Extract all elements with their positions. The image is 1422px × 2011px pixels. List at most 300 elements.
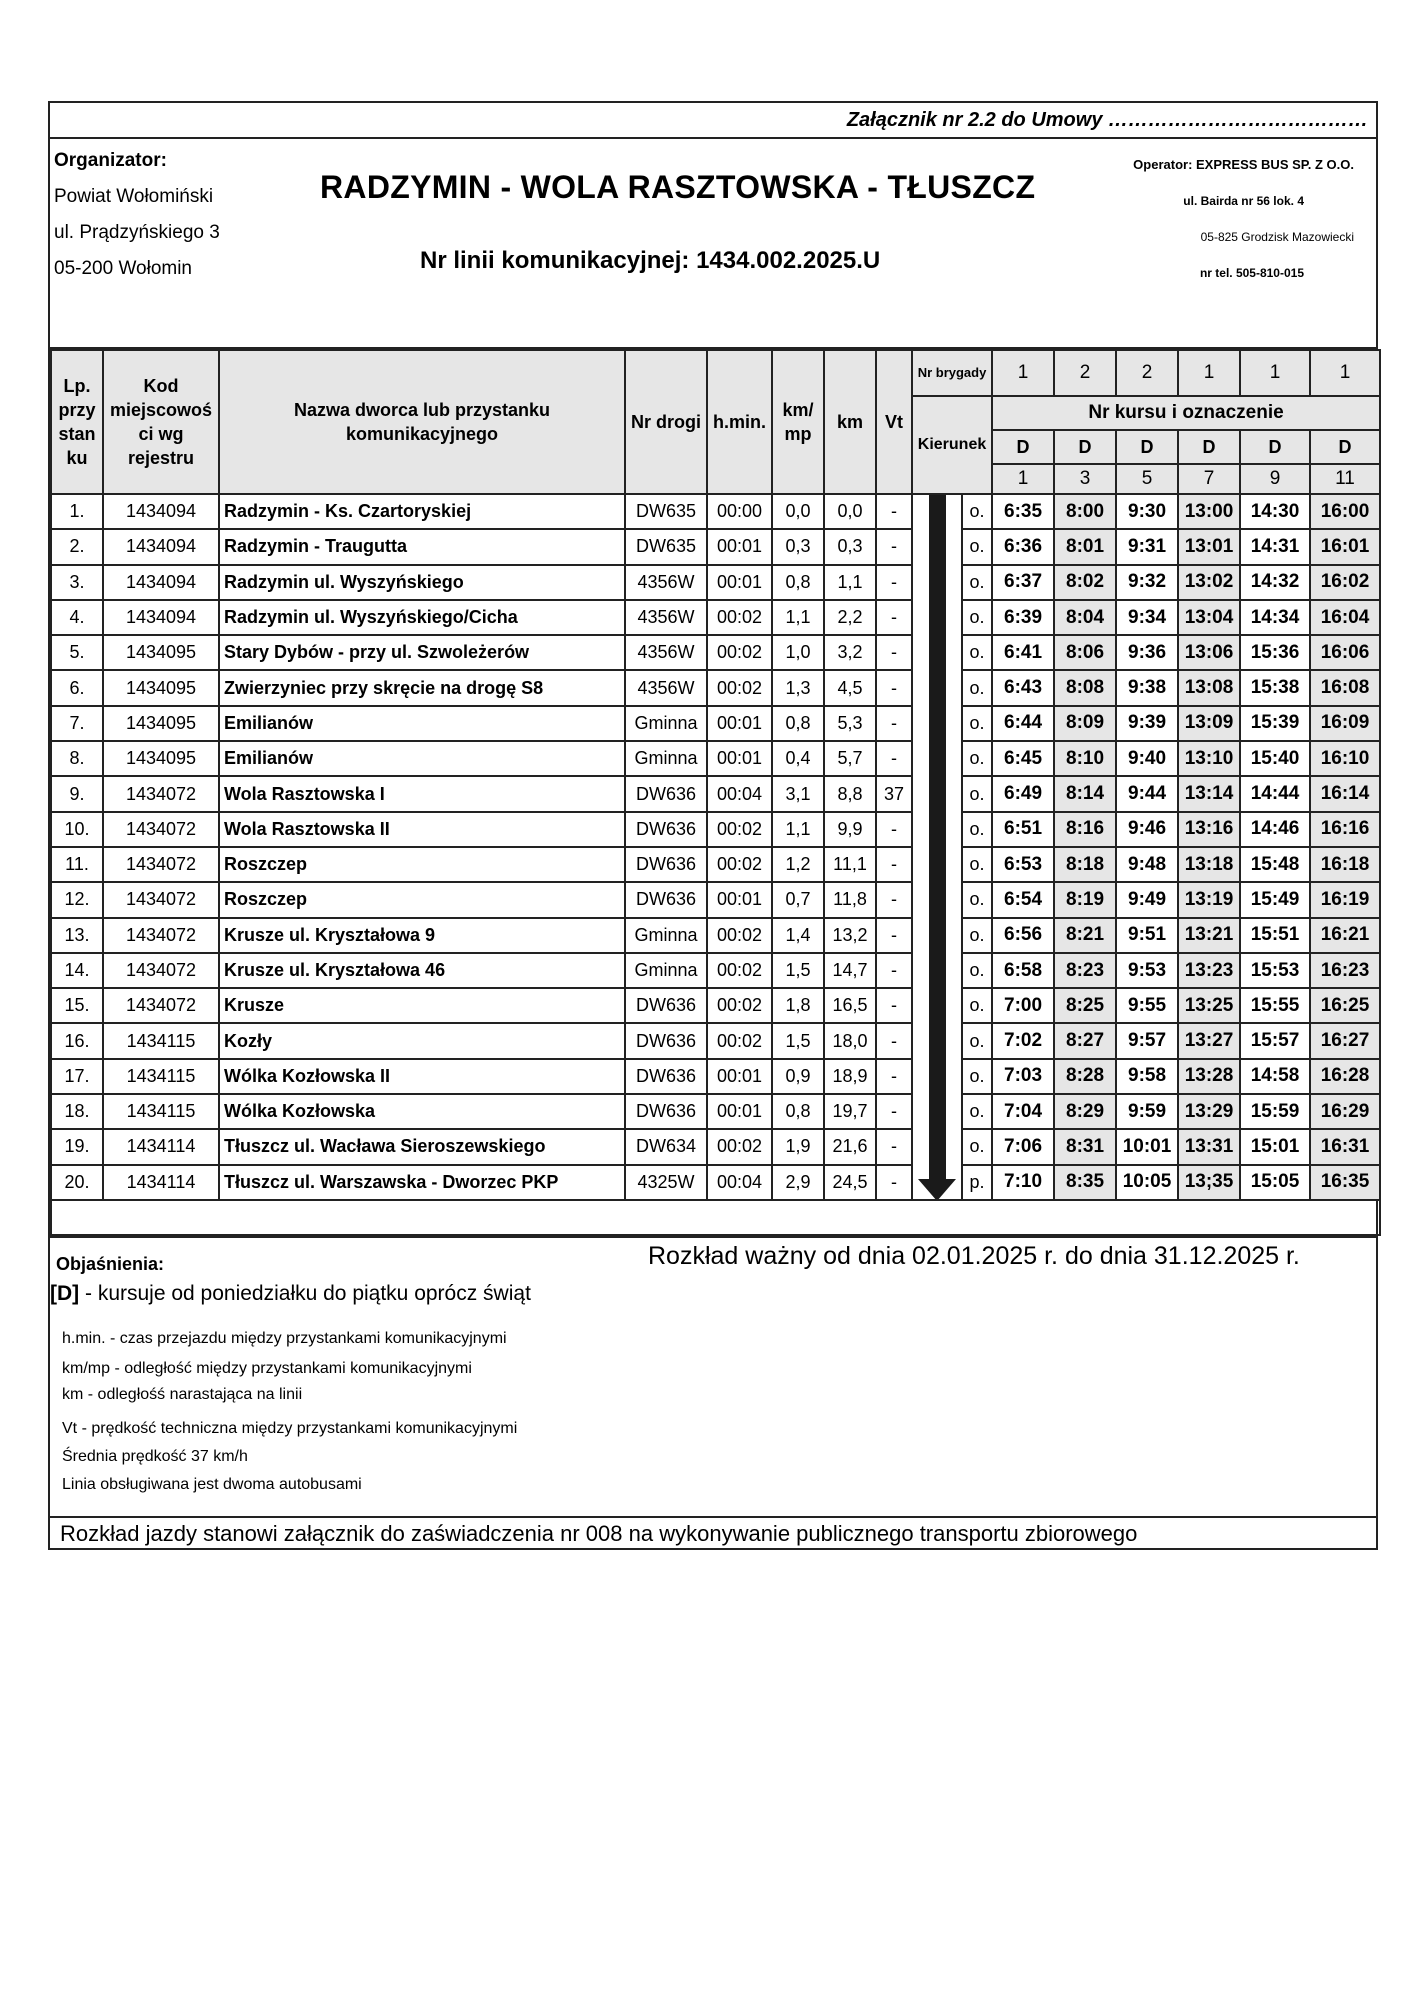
technical-speed: - [876, 494, 912, 529]
stop-name: Radzymin - Ks. Czartoryskiej [219, 494, 625, 529]
course-mark: D [1054, 430, 1116, 464]
stop-name: Emilianów [219, 706, 625, 741]
departure-time: 8:08 [1054, 670, 1116, 705]
stop-lp: 10. [51, 812, 103, 847]
stop-code: 1434114 [103, 1129, 219, 1164]
stop-code: 1434095 [103, 635, 219, 670]
departure-time: 6:41 [992, 635, 1054, 670]
departure-time: 9:44 [1116, 776, 1178, 811]
table-row [51, 776, 1380, 811]
departure-time: 16:14 [1310, 776, 1380, 811]
segment-distance: 3,1 [772, 776, 824, 811]
spacer-cell [51, 1200, 1380, 1235]
technical-speed: - [876, 600, 912, 635]
departure-time: 16:25 [1310, 988, 1380, 1023]
road-number: 4325W [625, 1165, 707, 1200]
d-mark: [D] [50, 1282, 80, 1305]
travel-time: 00:02 [707, 1023, 772, 1058]
cumulative-distance: 11,1 [824, 847, 876, 882]
travel-time: 00:02 [707, 812, 772, 847]
departure-time: 9:49 [1116, 882, 1178, 917]
departure-time: 6:39 [992, 600, 1054, 635]
travel-time: 00:02 [707, 670, 772, 705]
technical-speed: - [876, 1129, 912, 1164]
departure-time: 8:00 [1054, 494, 1116, 529]
road-number: Gminna [625, 741, 707, 776]
operator-block [1133, 147, 1354, 291]
stop-code: 1434094 [103, 565, 219, 600]
stop-name: Stary Dybów - przy ul. Szwoleżerów [219, 635, 625, 670]
departure-time: 6:36 [992, 529, 1054, 564]
travel-time: 00:04 [707, 776, 772, 811]
table-body [51, 494, 1380, 1235]
departure-time: 6:53 [992, 847, 1054, 882]
segment-distance: 1,3 [772, 670, 824, 705]
segment-distance: 1,8 [772, 988, 824, 1023]
departure-time: 6:45 [992, 741, 1054, 776]
direction-mark: o. [962, 776, 992, 811]
note-line: h.min. - czas przejazdu między przystankami komunikacyjnymi [62, 1330, 507, 1347]
segment-distance: 1,1 [772, 812, 824, 847]
departure-time: 13:10 [1178, 741, 1240, 776]
cumulative-distance: 4,5 [824, 670, 876, 705]
technical-speed: - [876, 706, 912, 741]
stop-lp: 11. [51, 847, 103, 882]
direction-arrow-cell [912, 494, 962, 1200]
departure-time: 8:19 [1054, 882, 1116, 917]
direction-mark: o. [962, 670, 992, 705]
departure-time: 15:05 [1240, 1165, 1310, 1200]
header-kmmp: km/ mp [772, 350, 824, 494]
technical-speed: - [876, 918, 912, 953]
stop-code: 1434115 [103, 1059, 219, 1094]
cumulative-distance: 3,2 [824, 635, 876, 670]
direction-mark: o. [962, 600, 992, 635]
stop-code: 1434072 [103, 847, 219, 882]
departure-time: 13;35 [1178, 1165, 1240, 1200]
departure-time: 16:28 [1310, 1059, 1380, 1094]
header-direction: Kierunek [912, 396, 992, 494]
stop-name: Krusze ul. Kryształowa 46 [219, 953, 625, 988]
stop-lp: 20. [51, 1165, 103, 1200]
table-row [51, 565, 1380, 600]
table-row [51, 812, 1380, 847]
stop-lp: 12. [51, 882, 103, 917]
stop-lp: 17. [51, 1059, 103, 1094]
segment-distance: 1,9 [772, 1129, 824, 1164]
road-number: 4356W [625, 565, 707, 600]
departure-time: 9:36 [1116, 635, 1178, 670]
note-line: Vt - prędkość techniczna między przystankami komunikacyjnymi [62, 1420, 518, 1437]
table-row [51, 600, 1380, 635]
road-number: DW636 [625, 882, 707, 917]
route-title: RADZYMIN - WOLA RASZTOWSKA - TŁUSZCZ [320, 169, 1036, 205]
travel-time: 00:04 [707, 1165, 772, 1200]
cumulative-distance: 9,9 [824, 812, 876, 847]
brigade-cell: 1 [992, 350, 1054, 396]
departure-time: 6:56 [992, 918, 1054, 953]
road-number: DW636 [625, 812, 707, 847]
departure-time: 8:23 [1054, 953, 1116, 988]
course-number: 5 [1116, 464, 1178, 494]
departure-time: 8:16 [1054, 812, 1116, 847]
departure-time: 15:01 [1240, 1129, 1310, 1164]
departure-time: 10:05 [1116, 1165, 1178, 1200]
notes-heading: Objaśnienia: [56, 1254, 165, 1274]
departure-time: 6:35 [992, 494, 1054, 529]
departure-time: 6:58 [992, 953, 1054, 988]
departure-time: 13:00 [1178, 494, 1240, 529]
segment-distance: 2,9 [772, 1165, 824, 1200]
course-mark: D [1116, 430, 1178, 464]
cumulative-distance: 18,9 [824, 1059, 876, 1094]
segment-distance: 1,0 [772, 635, 824, 670]
departure-time: 13:27 [1178, 1023, 1240, 1058]
organizer-label: Organizator: [54, 150, 167, 171]
course-number: 11 [1310, 464, 1380, 494]
departure-time: 13:28 [1178, 1059, 1240, 1094]
departure-time: 15:49 [1240, 882, 1310, 917]
stop-code: 1434095 [103, 670, 219, 705]
operator-name: Operator: EXPRESS BUS SP. Z O.O. [1133, 157, 1354, 172]
direction-mark: o. [962, 847, 992, 882]
road-number: 4356W [625, 600, 707, 635]
operator-city: 05-825 Grodzisk Mazowiecki [1200, 230, 1354, 244]
header-km: km [824, 350, 876, 494]
certificate-footer: Rozkład jazdy stanowi załącznik do zaświadczenia nr 008 na wykonywanie publicznego transportu zbiorowego [50, 1516, 1376, 1548]
departure-time: 16:06 [1310, 635, 1380, 670]
departure-time: 7:10 [992, 1165, 1054, 1200]
segment-distance: 0,8 [772, 706, 824, 741]
validity-period: Rozkład ważny od dnia 02.01.2025 r. do dnia 31.12.2025 r. [648, 1242, 1300, 1270]
road-number: 4356W [625, 635, 707, 670]
departure-time: 16:09 [1310, 706, 1380, 741]
departure-time: 14:34 [1240, 600, 1310, 635]
table-row [51, 635, 1380, 670]
table-row [51, 1094, 1380, 1129]
brigade-cell: 2 [1054, 350, 1116, 396]
technical-speed: - [876, 635, 912, 670]
departure-time: 13:01 [1178, 529, 1240, 564]
direction-mark: p. [962, 1165, 992, 1200]
timetable-document [48, 101, 1378, 1550]
header-brigade: Nr brygady [912, 350, 992, 396]
departure-time: 8:09 [1054, 706, 1116, 741]
departure-time: 14:31 [1240, 529, 1310, 564]
departure-time: 9:32 [1116, 565, 1178, 600]
cumulative-distance: 18,0 [824, 1023, 876, 1058]
direction-mark: o. [962, 494, 992, 529]
table-row [51, 847, 1380, 882]
course-number: 9 [1240, 464, 1310, 494]
departure-time: 8:02 [1054, 565, 1116, 600]
brigade-cell: 1 [1178, 350, 1240, 396]
header-stop-name: Nazwa dworca lub przystanku komunikacyjnego [219, 350, 625, 494]
departure-time: 16:02 [1310, 565, 1380, 600]
stop-name: Radzymin ul. Wyszyńskiego/Cicha [219, 600, 625, 635]
travel-time: 00:02 [707, 635, 772, 670]
stop-name: Kozły [219, 1023, 625, 1058]
segment-distance: 1,2 [772, 847, 824, 882]
departure-time: 16:23 [1310, 953, 1380, 988]
departure-time: 13:31 [1178, 1129, 1240, 1164]
header-road: Nr drogi [625, 350, 707, 494]
stop-lp: 8. [51, 741, 103, 776]
course-number: 7 [1178, 464, 1240, 494]
departure-time: 13:02 [1178, 565, 1240, 600]
stop-lp: 16. [51, 1023, 103, 1058]
stop-code: 1434115 [103, 1023, 219, 1058]
stop-code: 1434072 [103, 988, 219, 1023]
departure-time: 13:23 [1178, 953, 1240, 988]
travel-time: 00:01 [707, 882, 772, 917]
departure-time: 15:53 [1240, 953, 1310, 988]
note-line: Średnia prędkość 37 km/h [62, 1448, 248, 1465]
travel-time: 00:02 [707, 847, 772, 882]
notes-d-legend [50, 1282, 531, 1306]
road-number: DW636 [625, 988, 707, 1023]
stop-code: 1434072 [103, 882, 219, 917]
notes-section [50, 1236, 1376, 1516]
departure-time: 13:18 [1178, 847, 1240, 882]
road-number: DW635 [625, 529, 707, 564]
departure-time: 16:27 [1310, 1023, 1380, 1058]
stop-lp: 4. [51, 600, 103, 635]
departure-time: 14:32 [1240, 565, 1310, 600]
segment-distance: 0,8 [772, 565, 824, 600]
technical-speed: - [876, 529, 912, 564]
direction-mark: o. [962, 565, 992, 600]
segment-distance: 0,9 [772, 1059, 824, 1094]
stop-code: 1434072 [103, 812, 219, 847]
direction-mark: o. [962, 1129, 992, 1164]
departure-time: 13:21 [1178, 918, 1240, 953]
down-arrow-icon [913, 495, 961, 1199]
operator-street: ul. Bairda nr 56 lok. 4 [1183, 194, 1304, 208]
departure-time: 6:43 [992, 670, 1054, 705]
stop-code: 1434072 [103, 776, 219, 811]
departure-time: 14:44 [1240, 776, 1310, 811]
stop-name: Roszczep [219, 882, 625, 917]
departure-time: 13:09 [1178, 706, 1240, 741]
table-row [51, 882, 1380, 917]
stop-name: Wólka Kozłowska [219, 1094, 625, 1129]
technical-speed: - [876, 1165, 912, 1200]
line-number: Nr linii komunikacyjnej: 1434.002.2025.U [420, 247, 881, 274]
table-header [51, 350, 1380, 494]
table-row [51, 1165, 1380, 1200]
direction-mark: o. [962, 529, 992, 564]
header-course-group: Nr kursu i oznaczenie [992, 396, 1380, 430]
departure-time: 8:06 [1054, 635, 1116, 670]
cumulative-distance: 24,5 [824, 1165, 876, 1200]
cumulative-distance: 14,7 [824, 953, 876, 988]
stop-lp: 19. [51, 1129, 103, 1164]
travel-time: 00:01 [707, 741, 772, 776]
departure-time: 16:21 [1310, 918, 1380, 953]
table-row [51, 1129, 1380, 1164]
technical-speed: - [876, 1094, 912, 1129]
cumulative-distance: 16,5 [824, 988, 876, 1023]
departure-time: 8:04 [1054, 600, 1116, 635]
operator-phone: nr tel. 505-810-015 [1199, 266, 1304, 280]
road-number: 4356W [625, 670, 707, 705]
road-number: DW636 [625, 847, 707, 882]
road-number: Gminna [625, 953, 707, 988]
segment-distance: 0,8 [772, 1094, 824, 1129]
stop-lp: 18. [51, 1094, 103, 1129]
direction-mark: o. [962, 988, 992, 1023]
stop-name: Wola Rasztowska II [219, 812, 625, 847]
road-number: DW636 [625, 776, 707, 811]
header-lp: Lp. przy stan ku [51, 350, 103, 494]
stop-lp: 9. [51, 776, 103, 811]
brigade-cell: 1 [1240, 350, 1310, 396]
note-line: km - odległośś narastająca na linii [62, 1386, 303, 1403]
travel-time: 00:01 [707, 1094, 772, 1129]
departure-time: 9:48 [1116, 847, 1178, 882]
cumulative-distance: 5,3 [824, 706, 876, 741]
departure-time: 13:06 [1178, 635, 1240, 670]
course-mark: D [992, 430, 1054, 464]
departure-time: 8:10 [1054, 741, 1116, 776]
stop-name: Tłuszcz ul. Wacława Sieroszewskiego [219, 1129, 625, 1164]
header-hmin: h.min. [707, 350, 772, 494]
stop-code: 1434072 [103, 918, 219, 953]
segment-distance: 0,0 [772, 494, 824, 529]
stop-code: 1434115 [103, 1094, 219, 1129]
departure-time: 6:49 [992, 776, 1054, 811]
segment-distance: 1,5 [772, 1023, 824, 1058]
travel-time: 00:02 [707, 988, 772, 1023]
organizer-city: 05-200 Wołomin [54, 258, 193, 279]
stop-code: 1434094 [103, 529, 219, 564]
cumulative-distance: 11,8 [824, 882, 876, 917]
departure-time: 9:55 [1116, 988, 1178, 1023]
stop-lp: 7. [51, 706, 103, 741]
technical-speed: - [876, 565, 912, 600]
departure-time: 9:46 [1116, 812, 1178, 847]
cumulative-distance: 0,0 [824, 494, 876, 529]
departure-time: 6:37 [992, 565, 1054, 600]
organizer-street: ul. Prądzyńskiego 3 [54, 222, 220, 243]
cumulative-distance: 0,3 [824, 529, 876, 564]
table-row [51, 918, 1380, 953]
direction-mark: o. [962, 953, 992, 988]
stop-code: 1434114 [103, 1165, 219, 1200]
departure-time: 9:31 [1116, 529, 1178, 564]
departure-time: 9:40 [1116, 741, 1178, 776]
departure-time: 15:55 [1240, 988, 1310, 1023]
segment-distance: 1,4 [772, 918, 824, 953]
document-header [50, 139, 1376, 349]
travel-time: 00:01 [707, 706, 772, 741]
direction-mark: o. [962, 812, 992, 847]
brigade-cell: 2 [1116, 350, 1178, 396]
cumulative-distance: 2,2 [824, 600, 876, 635]
road-number: DW635 [625, 494, 707, 529]
road-number: Gminna [625, 918, 707, 953]
stop-code: 1434094 [103, 600, 219, 635]
departure-time: 6:54 [992, 882, 1054, 917]
table-row [51, 953, 1380, 988]
departure-time: 14:58 [1240, 1059, 1310, 1094]
departure-time: 9:39 [1116, 706, 1178, 741]
cumulative-distance: 13,2 [824, 918, 876, 953]
departure-time: 13:25 [1178, 988, 1240, 1023]
course-mark: D [1240, 430, 1310, 464]
road-number: DW636 [625, 1023, 707, 1058]
departure-time: 7:03 [992, 1059, 1054, 1094]
departure-time: 8:29 [1054, 1094, 1116, 1129]
stop-name: Emilianów [219, 741, 625, 776]
departure-time: 15:38 [1240, 670, 1310, 705]
annex-label: Załącznik nr 2.2 do Umowy ………………………………… [50, 103, 1376, 139]
technical-speed: - [876, 812, 912, 847]
departure-time: 8:35 [1054, 1165, 1116, 1200]
departure-time: 13:04 [1178, 600, 1240, 635]
direction-mark: o. [962, 1059, 992, 1094]
technical-speed: 37 [876, 776, 912, 811]
departure-time: 7:04 [992, 1094, 1054, 1129]
d-description: - kursuje od poniedziałku do piątku oprócz świąt [79, 1282, 531, 1305]
departure-time: 9:57 [1116, 1023, 1178, 1058]
segment-distance: 0,3 [772, 529, 824, 564]
stop-code: 1434094 [103, 494, 219, 529]
travel-time: 00:02 [707, 953, 772, 988]
cumulative-distance: 19,7 [824, 1094, 876, 1129]
departure-time: 9:53 [1116, 953, 1178, 988]
technical-speed: - [876, 1059, 912, 1094]
departure-time: 6:51 [992, 812, 1054, 847]
departure-time: 10:01 [1116, 1129, 1178, 1164]
departure-time: 9:38 [1116, 670, 1178, 705]
departure-time: 16:35 [1310, 1165, 1380, 1200]
travel-time: 00:00 [707, 494, 772, 529]
departure-time: 16:16 [1310, 812, 1380, 847]
travel-time: 00:01 [707, 1059, 772, 1094]
stop-name: Krusze [219, 988, 625, 1023]
departure-time: 9:30 [1116, 494, 1178, 529]
departure-time: 8:28 [1054, 1059, 1116, 1094]
table-row [51, 741, 1380, 776]
stop-name: Wólka Kozłowska II [219, 1059, 625, 1094]
table-row [51, 1059, 1380, 1094]
departure-time: 16:31 [1310, 1129, 1380, 1164]
cumulative-distance: 8,8 [824, 776, 876, 811]
stop-name: Wola Rasztowska I [219, 776, 625, 811]
departure-time: 14:46 [1240, 812, 1310, 847]
road-number: DW634 [625, 1129, 707, 1164]
departure-time: 8:31 [1054, 1129, 1116, 1164]
stop-lp: 6. [51, 670, 103, 705]
departure-time: 8:18 [1054, 847, 1116, 882]
departure-time: 9:34 [1116, 600, 1178, 635]
stop-name: Zwierzyniec przy skręcie na drogę S8 [219, 670, 625, 705]
direction-mark: o. [962, 1094, 992, 1129]
road-number: DW636 [625, 1094, 707, 1129]
technical-speed: - [876, 1023, 912, 1058]
organizer-name: Powiat Wołomiński [54, 186, 214, 207]
departure-time: 15:36 [1240, 635, 1310, 670]
departure-time: 9:58 [1116, 1059, 1178, 1094]
direction-mark: o. [962, 741, 992, 776]
departure-time: 15:48 [1240, 847, 1310, 882]
table-row [51, 494, 1380, 529]
note-line: km/mp - odległość między przystankami komunikacyjnymi [62, 1360, 472, 1377]
departure-time: 13:08 [1178, 670, 1240, 705]
departure-time: 15:39 [1240, 706, 1310, 741]
